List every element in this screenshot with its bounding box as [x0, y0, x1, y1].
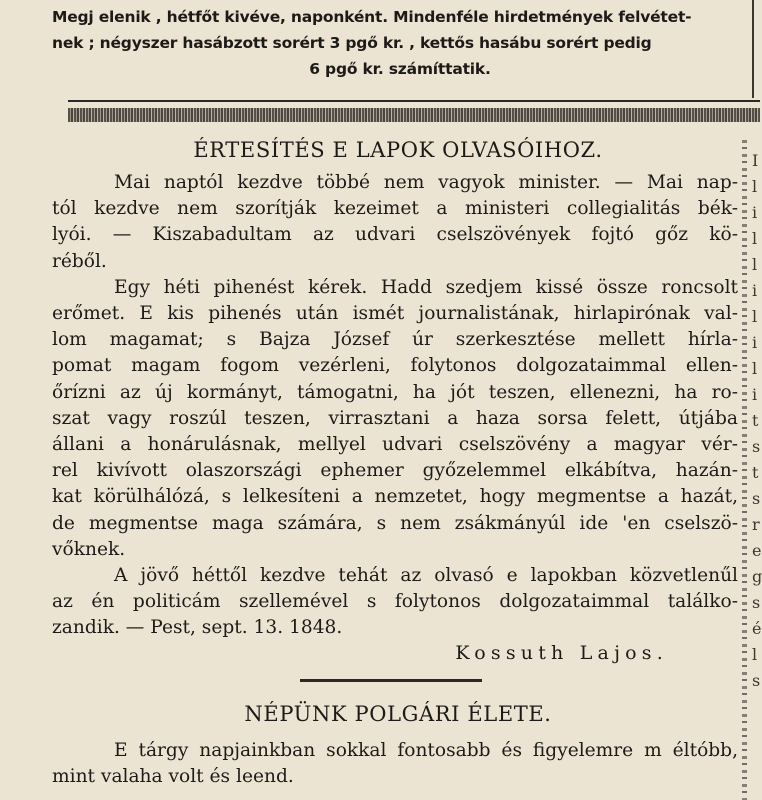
edge-letter: l — [752, 645, 758, 664]
edge-letter: t — [752, 411, 759, 430]
edge-letter: r — [752, 515, 760, 534]
article-title-ertesites: ÉRTESÍTÉS E LAPOK OLVASÓIHOZ. — [193, 138, 603, 162]
paragraph-line: mint valaha volt és leend. — [52, 766, 294, 788]
paragraph-line: réből. — [52, 250, 107, 272]
paragraph-line: Egy héti pihenést kérek. Hadd szedjem kissé össze roncsolt — [114, 276, 738, 298]
article-body-ertesites — [52, 170, 738, 642]
paragraph-line: állani a honárulásnak, mellyel udvari cselszövény a magyar vér- — [52, 434, 738, 456]
paragraph-line: szat vagy roszúl teszen, virrasztani a haza sorsa felett, útjába — [52, 407, 738, 429]
column-divider — [742, 140, 747, 800]
paragraph-line: vőknek. — [52, 538, 126, 560]
edge-letter: l — [752, 229, 758, 248]
edge-letter: s — [752, 593, 761, 612]
adjacent-column-fragments — [752, 148, 762, 694]
paragraph-line: őrízni az új kormányt, támogatni, ha jót teszen, ellenezni, ha ro- — [52, 381, 738, 403]
edge-letter: s — [752, 671, 761, 690]
paragraph-line: lom magamat; s Bajza József úr szerkesztése mellett hírla- — [52, 329, 738, 351]
edge-letter: i — [752, 385, 758, 404]
article-body-nepunk — [52, 738, 738, 790]
edge-letter: l — [752, 177, 758, 196]
paragraph-line: erőmet. E kis pihenés után ismét journalistának, hirlapirónak val- — [52, 303, 738, 325]
edge-letter: e — [752, 541, 762, 560]
article-signature: Kossuth Lajos. — [455, 642, 668, 664]
paragraph-line: az én politicám szellemével s folytonos dolgozataimmal találko- — [52, 591, 738, 613]
masthead-line-3: 6 pgő kr. számíttatik. — [309, 60, 491, 78]
paragraph-line: zandik. — Pest, sept. 13. 1848. — [52, 617, 343, 639]
edge-letter: é — [752, 619, 762, 638]
paragraph-line: E tárgy napjainkban sokkal fontosabb és figyelemre m éltóbb, — [114, 740, 738, 761]
masthead-line-1: Megj elenik , hétfőt kivéve, naponként. Mindenféle hirdetmények felvétet- — [52, 8, 692, 26]
edge-letter: l — [752, 359, 758, 378]
edge-letter: I — [752, 151, 759, 170]
header-rule-ornamental — [68, 108, 760, 122]
article-divider — [300, 679, 482, 682]
paragraph-line: Mai naptól kezdve többé nem vagyok minister. — Mai nap- — [114, 172, 738, 193]
edge-letter: i — [752, 281, 758, 300]
edge-letter: l — [752, 255, 758, 274]
masthead-vertical-rule — [752, 0, 754, 98]
masthead-line-2: nek ; négyszer hasábzott sorért 3 pgő kr. , kettős hasábu sorért pedig — [52, 34, 652, 52]
edge-letter: s — [752, 437, 761, 456]
paragraph-line: lyói. — Kiszabadultam az udvari cselszövények fojtó gőz kö- — [52, 224, 738, 246]
masthead-notice — [52, 4, 748, 82]
paragraph-line: A jövő héttől kezdve tehát az olvasó e lapokban közvetlenűl — [114, 565, 738, 587]
header-rule-thin — [68, 100, 760, 102]
edge-letter: s — [752, 489, 761, 508]
paragraph-line: rel kivívott olaszországi ephemer győzelemmel elkábítva, hazán- — [52, 460, 738, 482]
edge-letter: i — [752, 333, 758, 352]
edge-letter: i — [752, 203, 758, 222]
paragraph-line: pomat magam fogom vezérleni, folytonos dolgozataimmal ellen- — [52, 355, 738, 377]
edge-letter: l — [752, 307, 758, 326]
edge-letter: g — [752, 567, 762, 586]
edge-letter: t — [752, 463, 759, 482]
paragraph-line: de megmentse maga számára, s nem zsákmányúl ide 'en cselszö- — [52, 512, 738, 534]
paragraph-line: tól kezdve nem szorítják kezeimet a ministeri collegialitás bék- — [52, 198, 738, 220]
paragraph-line: kat körülhálózá, s lelkesíteni a nemzetet, hogy megmentse a hazát, — [52, 486, 738, 508]
article-title-nepunk: NÉPÜNK POLGÁRI ÉLETE. — [244, 702, 552, 726]
